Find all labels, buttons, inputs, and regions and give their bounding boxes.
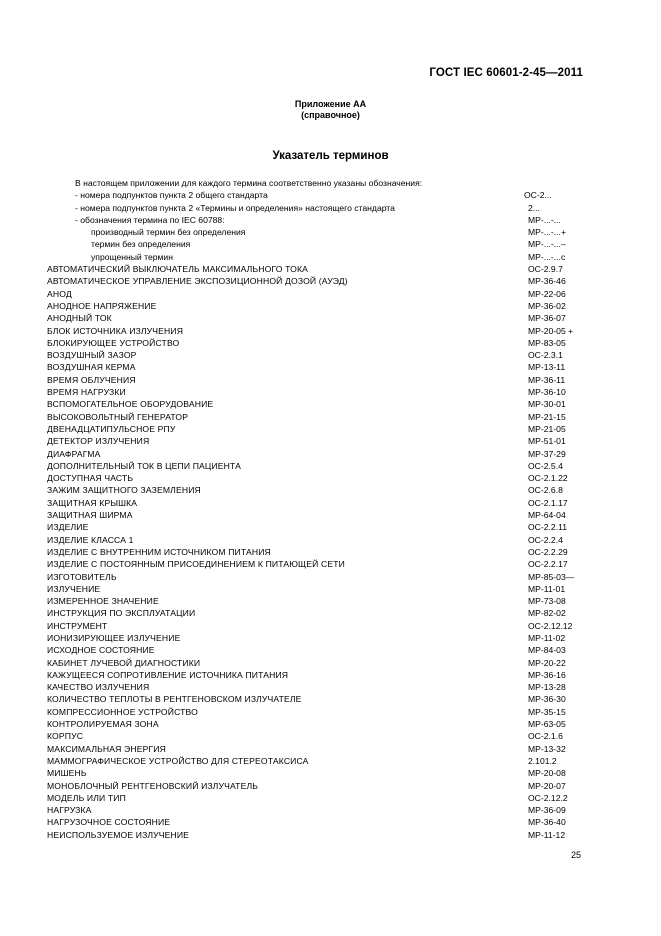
term-row [0, 497, 661, 509]
term-row [0, 312, 661, 324]
intro-sub-bullet-code: МР-...-...– [528, 239, 566, 250]
term-row-text: НАГРУЗКА [47, 805, 92, 816]
term-row-code: МР-36-16 [528, 669, 566, 680]
term-row-code: МР-11-02 [528, 632, 566, 643]
annex-subtitle: (справочное) [301, 110, 360, 120]
term-row [0, 509, 661, 521]
term-row-text: КАЧЕСТВО ИЗЛУЧЕНИЯ [47, 682, 150, 693]
term-row-text: ДИАФРАГМА [47, 448, 101, 459]
term-row [0, 484, 661, 496]
term-row-text: ИЗДЕЛИЕ [47, 522, 89, 533]
term-row [0, 669, 661, 681]
term-row-text: ВРЕМЯ ОБЛУЧЕНИЯ [47, 374, 136, 385]
term-row-code: ОС-2.3.1 [528, 350, 563, 361]
intro-sub-bullet-text: производный термин без определения [91, 227, 246, 238]
index-title: Указатель терминов [272, 150, 389, 162]
term-row-code: МР-36-10 [528, 387, 566, 398]
term-row-text: ВЫСОКОВОЛЬТНЫЙ ГЕНЕРАТОР [47, 411, 189, 422]
term-row [0, 829, 661, 841]
term-row-code: ОС-2.2.29 [528, 546, 568, 557]
term-row-text: ВОЗДУШНЫЙ ЗАЗОР [47, 350, 137, 361]
term-row [0, 558, 661, 570]
intro-bullet-code: 2... [528, 202, 540, 213]
term-row-text: КОМПРЕССИОННОЕ УСТРОЙСТВО [47, 706, 198, 717]
term-index [0, 177, 661, 841]
annex-title: Приложение АА [294, 99, 367, 109]
term-row-code: МР-36-07 [528, 313, 566, 324]
term-row [0, 300, 661, 312]
term-row-text: ИСХОДНОЕ СОСТОЯНИЕ [47, 645, 155, 656]
term-row-text: ИЗДЕЛИЕ С ПОСТОЯННЫМ ПРИСОЕДИНЕНИЕМ К ПИТАЮЩЕЙ СЕТИ [47, 559, 345, 570]
term-row-code: МР-51-01 [528, 436, 566, 447]
term-row [0, 792, 661, 804]
term-row-code: МР-21-15 [528, 411, 566, 422]
term-row-code: МР-64-04 [528, 510, 566, 521]
term-row-code: МР-11-01 [528, 583, 566, 594]
term-row-code: МР-21-05 [528, 423, 566, 434]
intro-sub-bullet-text: термин без определения [91, 239, 191, 250]
term-row-code: МР-83-05 [528, 337, 566, 348]
term-row [0, 423, 661, 435]
term-row [0, 816, 661, 828]
term-row [0, 583, 661, 595]
term-row-text: ИЗДЕЛИЕ С ВНУТРЕННИМ ИСТОЧНИКОМ ПИТАНИЯ [47, 546, 271, 557]
term-row [0, 337, 661, 349]
term-row [0, 288, 661, 300]
term-row-code: ОС-2.9.7 [528, 264, 563, 275]
term-row [0, 620, 661, 632]
term-row [0, 657, 661, 669]
term-row-code: МР-20-07 [528, 780, 566, 791]
term-row-text: НЕИСПОЛЬЗУЕМОЕ ИЗЛУЧЕНИЕ [47, 829, 190, 840]
intro-bullet-text: - обозначения термина по IEC 60788: [75, 214, 225, 225]
term-row [0, 325, 661, 337]
term-row [0, 398, 661, 410]
term-row-code: МР-82-02 [528, 608, 566, 619]
term-row-text: ИЗДЕЛИЕ КЛАССА 1 [47, 534, 134, 545]
term-row [0, 644, 661, 656]
term-row-text: КАБИНЕТ ЛУЧЕВОЙ ДИАГНОСТИКИ [47, 657, 201, 668]
term-row [0, 780, 661, 792]
intro-row [0, 177, 661, 189]
term-row-code: МР-36-46 [528, 276, 566, 287]
term-row-code: ОС-2.1.22 [528, 473, 568, 484]
term-row [0, 718, 661, 730]
term-row-code: МР-22-06 [528, 288, 566, 299]
term-row-text: ИОНИЗИРУЮЩЕЕ ИЗЛУЧЕНИЕ [47, 632, 181, 643]
intro-sub-bullet-code: МР-...-...с [528, 251, 566, 262]
term-row-text: ЗАЩИТНАЯ КРЫШКА [47, 497, 138, 508]
term-row [0, 349, 661, 361]
term-row-code: МР-20-08 [528, 768, 566, 779]
term-row-text: ДОПОЛНИТЕЛЬНЫЙ ТОК В ЦЕПИ ПАЦИЕНТА [47, 460, 241, 471]
intro-bullet [0, 214, 661, 226]
term-row [0, 534, 661, 546]
term-row-code: ОС-2.1.6 [528, 731, 563, 742]
term-row-code: МР-13-28 [528, 682, 566, 693]
term-row-text: ИНСТРУМЕНТ [47, 620, 108, 631]
term-row [0, 275, 661, 287]
intro-sub-bullet [0, 238, 661, 250]
term-row-text: БЛОКИРУЮЩЕЕ УСТРОЙСТВО [47, 337, 180, 348]
intro-bullet-text: - номера подпунктов пункта 2 общего стандарта [75, 190, 268, 201]
term-row-text: МИШЕНЬ [47, 768, 87, 779]
term-row-code: ОС-2.1.17 [528, 497, 568, 508]
term-row [0, 804, 661, 816]
term-row-text: АНОДНЫЙ ТОК [47, 313, 112, 324]
term-row [0, 632, 661, 644]
term-row-text: МОДЕЛЬ ИЛИ ТИП [47, 792, 126, 803]
term-row-text: БЛОК ИСТОЧНИКА ИЗЛУЧЕНИЯ [47, 325, 184, 336]
term-row-text: ИЗЛУЧЕНИЕ [47, 583, 101, 594]
term-row-code: МР-13-11 [528, 362, 566, 373]
term-row-code: 2.101.2 [528, 755, 557, 766]
term-row-text: АВТОМАТИЧЕСКОЕ УПРАВЛЕНИЕ ЭКСПОЗИЦИОННОЙ ДОЗОЙ (АУЭД) [47, 276, 348, 287]
term-row-text: МАКСИМАЛЬНАЯ ЭНЕРГИЯ [47, 743, 166, 754]
term-row-code: ОС-2.5.4 [528, 460, 563, 471]
term-row-code: ОС-2.2.4 [528, 534, 563, 545]
term-row-text: ЗАЖИМ ЗАЩИТНОГО ЗАЗЕМЛЕНИЯ [47, 485, 201, 496]
term-row [0, 472, 661, 484]
page-number: 25 [571, 850, 582, 860]
intro-sub-bullet-code: МР-...-...+ [528, 227, 566, 238]
term-row [0, 607, 661, 619]
term-row-text: ВСПОМОГАТЕЛЬНОЕ ОБОРУДОВАНИЕ [47, 399, 214, 410]
term-row [0, 706, 661, 718]
term-row [0, 521, 661, 533]
term-row [0, 571, 661, 583]
term-row [0, 546, 661, 558]
term-row-code: МР-36-40 [528, 817, 566, 828]
term-row-text: ЗАЩИТНАЯ ШИРМА [47, 510, 133, 521]
term-row-text: КОНТРОЛИРУЕМАЯ ЗОНА [47, 719, 159, 730]
intro-bullet [0, 202, 661, 214]
term-row-text: АНОДНОЕ НАПРЯЖЕНИЕ [47, 300, 157, 311]
term-row-code: ОС-2.6.8 [528, 485, 563, 496]
term-row-code: МР-11-12 [528, 829, 566, 840]
term-row [0, 743, 661, 755]
term-row [0, 730, 661, 742]
term-row-code: МР-30-01 [528, 399, 566, 410]
term-row [0, 767, 661, 779]
term-row [0, 681, 661, 693]
term-row-code: МР-37-29 [528, 448, 566, 459]
term-row-text: КОЛИЧЕСТВО ТЕПЛОТЫ В РЕНТГЕНОВСКОМ ИЗЛУЧАТЕЛЕ [47, 694, 302, 705]
term-row-text: ИЗГОТОВИТЕЛЬ [47, 571, 117, 582]
term-row-code: МР-84-03 [528, 645, 566, 656]
intro-bullet-code: ОС-2... [524, 190, 552, 201]
term-row-text: НАГРУЗОЧНОЕ СОСТОЯНИЕ [47, 817, 171, 828]
term-row-text: МАММОГРАФИЧЕСКОЕ УСТРОЙСТВО ДЛЯ СТЕРЕОТАКСИСА [47, 755, 309, 766]
term-row [0, 755, 661, 767]
term-row-text: ВОЗДУШНАЯ КЕРМА [47, 362, 136, 373]
term-row-code: МР-36-11 [528, 374, 566, 385]
intro-sub-bullet [0, 251, 661, 263]
term-row [0, 595, 661, 607]
term-row [0, 386, 661, 398]
term-row-text: КОРПУС [47, 731, 84, 742]
term-row-text: МОНОБЛОЧНЫЙ РЕНТГЕНОВСКИЙ ИЗЛУЧАТЕЛЬ [47, 780, 259, 791]
term-row [0, 460, 661, 472]
term-row-code: МР-63-05 [528, 719, 566, 730]
term-row-text: ДВЕНАДЦАТИПУЛЬСНОЕ РПУ [47, 423, 176, 434]
term-row [0, 411, 661, 423]
term-row-code: ОС-2.2.17 [528, 559, 568, 570]
intro-sub-bullet [0, 226, 661, 238]
term-row-code: МР-20-22 [528, 657, 566, 668]
term-row-code: МР-35-15 [528, 706, 566, 717]
term-row [0, 263, 661, 275]
intro-sub-bullet-text: упрощенный термин [91, 251, 173, 262]
term-row [0, 435, 661, 447]
intro-bullet [0, 189, 661, 201]
term-row-text: ИЗМЕРЕННОЕ ЗНАЧЕНИЕ [47, 596, 159, 607]
intro-bullet-text: - номера подпунктов пункта 2 «Термины и определения» настоящего стандарта [75, 202, 395, 213]
term-row-code: МР-85-03— [528, 571, 575, 582]
term-row-code: МР-36-30 [528, 694, 566, 705]
intro-text: В настоящем приложении для каждого термина соответственно указаны обозначения: [75, 178, 423, 188]
term-row-text: ВРЕМЯ НАГРУЗКИ [47, 387, 126, 398]
intro-bullet-code: МР-...-... [528, 214, 561, 225]
term-row-text: ДЕТЕКТОР ИЗЛУЧЕНИЯ [47, 436, 150, 447]
term-row-text: ДОСТУПНАЯ ЧАСТЬ [47, 473, 134, 484]
term-row [0, 374, 661, 386]
term-row-text: АНОД [47, 288, 72, 299]
term-row [0, 448, 661, 460]
term-row-text: ИНСТРУКЦИЯ ПО ЭКСПЛУАТАЦИИ [47, 608, 196, 619]
term-row-code: МР-36-02 [528, 300, 566, 311]
term-row-code: ОС-2.2.11 [528, 522, 568, 533]
term-row-code: ОС-2.12.2 [528, 792, 568, 803]
term-row [0, 693, 661, 705]
term-row-code: ОС-2.12.12 [528, 620, 573, 631]
document-code: ГОСТ IEC 60601-2-45—2011 [429, 67, 583, 79]
term-row-code: МР-20-05 + [528, 325, 574, 336]
term-row [0, 361, 661, 373]
term-row-code: МР-36-09 [528, 805, 566, 816]
term-row-text: АВТОМАТИЧЕСКИЙ ВЫКЛЮЧАТЕЛЬ МАКСИМАЛЬНОГО ТОКА [47, 264, 309, 275]
term-row-code: МР-13-32 [528, 743, 566, 754]
term-row-code: МР-73-08 [528, 596, 566, 607]
term-row-text: КАЖУЩЕЕСЯ СОПРОТИВЛЕНИЕ ИСТОЧНИКА ПИТАНИЯ [47, 669, 289, 680]
